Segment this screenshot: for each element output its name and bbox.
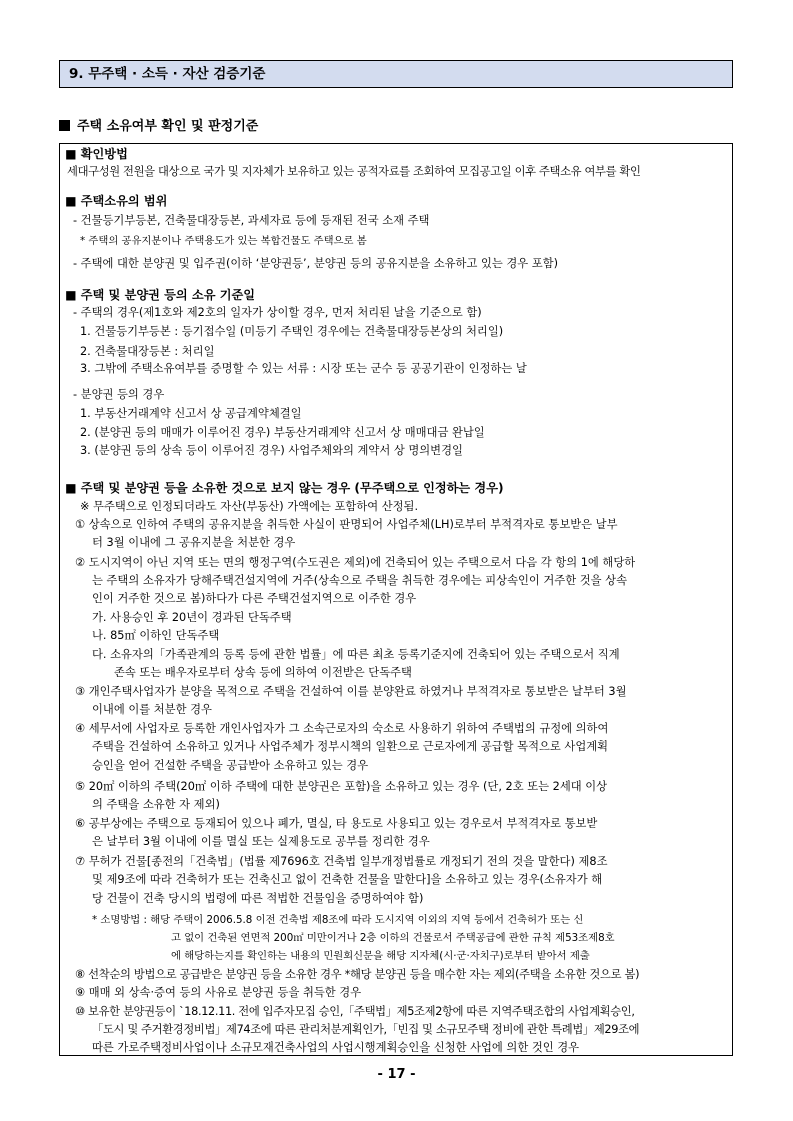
list-item: ② 도시지역이 아닌 지역 또는 면의 행정구역(수도권은 제외)에 건축되어 있는 주택으로서 다음 각 항의 1에 해당하 [75, 556, 636, 569]
heading-ownership-date: ■ 주택 및 분양권 등의 소유 기준일 [65, 288, 256, 302]
list-item-cont: 는 주택의 소유자가 당해주택건설지역에 거주(상속으로 주택을 취득한 경우에는 피상속인이 거주한 것을 상속 [92, 574, 627, 587]
list-item: ⑤ 20㎡ 이하의 주택(20㎡ 이하 주택에 대한 분양권은 포함)을 소유하고 있는 경우 (단, 2호 또는 2세대 이상 [75, 780, 608, 793]
list-item-cont: 이내에 이를 처분한 경우 [92, 703, 212, 716]
note-line: * 주택의 공유지분이나 주택용도가 있는 복합건물도 주택으로 봄 [80, 235, 367, 247]
text-line: - 주택의 경우(제1호와 제2호의 일자가 상이할 경우, 먼저 처리된 날을 기준으로 함) [73, 306, 482, 319]
text-line: - 분양권 등의 경우 [73, 388, 165, 401]
list-item: ⑨ 매매 외 상속·증여 등의 사유로 분양권 등을 취득한 경우 [75, 986, 362, 999]
sub-item: 다. 소유자의「가족관계의 등록 등에 관한 법률」에 따른 최초 등록기준지에 건축되어 있는 주택으로서 직계 [92, 648, 620, 661]
note-line-cont: 고 없이 건축된 연면적 200㎡ 미만이거나 2층 이하의 건물로서 주택공급에 관한 규칙 제53조제8호 [171, 932, 615, 944]
list-item: 1. 부동산거래계약 신고서 상 공급계약체결일 [80, 407, 302, 420]
list-item-cont: 인이 거주한 것으로 봄)하다가 다른 주택건설지역으로 이주한 경우 [92, 592, 417, 605]
list-item-cont: 승인을 얻어 건설한 주택을 공급받아 소유하고 있는 경우 [92, 759, 369, 772]
list-item: ⑦ 무허가 건물[종전의「건축법」(법률 제7696호 건축법 일부개정법률로 개정되기 전의 것을 말한다) 제8조 [75, 855, 608, 868]
list-item-cont: 터 3월 이내에 그 공유지분을 처분한 경우 [92, 536, 296, 549]
list-item-cont: 주택을 건설하여 소유하고 있거나 사업주체가 정부시책의 일환으로 근로자에게 공급할 목적으로 사업계획 [92, 740, 609, 753]
note-line: * 소명방법 : 해당 주택이 2006.5.8 이전 건축법 제8조에 따라 도시지역 이외의 지역 등에서 건축허가 또는 신 [92, 914, 584, 926]
list-item: ③ 개인주택사업자가 분양을 목적으로 주택을 건설하여 이를 분양완료 하였거나 부적격자로 통보받은 날부터 3월 [75, 685, 627, 698]
list-item-cont: 은 날부터 3월 이내에 이를 멸실 또는 실제용도로 공부를 정리한 경우 [92, 835, 430, 848]
list-item: 1. 건물등기부등본 : 등기접수일 (미등기 주택인 경우에는 건축물대장등본상의 처리일) [80, 325, 504, 338]
text-line: - 주택에 대한 분양권 및 입주권(이하 ‘분양권등’, 분양권 등의 공유지분을 소유하고 있는 경우 포함) [73, 257, 559, 270]
page-number: - 17 - [377, 1067, 416, 1082]
subheading [59, 115, 258, 134]
list-item-cont: 및 제9조에 따라 건축허가 또는 건축신고 없이 건축한 건물을 말한다]을 소유하고 있는 경우(소유자가 해 [92, 873, 603, 886]
list-item: 2. 건축물대장등본 : 처리일 [80, 345, 215, 358]
square-bullet-icon [59, 120, 70, 131]
list-item: ④ 세무서에 사업자로 등록한 개인사업자가 그 소속근로자의 숙소로 사용하기 위하여 주택법의 규정에 의하여 [75, 722, 609, 735]
list-item: 2. (분양권 등의 매매가 이루어진 경우) 부동산거래계약 신고서 상 매매대금 완납일 [80, 426, 485, 439]
text-line: - 건물등기부등본, 건축물대장등본, 과세자료 등에 등재된 전국 소재 주택 [73, 214, 430, 227]
sub-item-cont: 존속 또는 배우자로부터 상속 등에 의하여 이전받은 단독주택 [114, 666, 412, 679]
list-item: 3. 그밖에 주택소유여부를 증명할 수 있는 서류 : 시장 또는 군수 등 공공기관이 인정하는 날 [80, 362, 527, 375]
text-line: 세대구성원 전원을 대상으로 국가 및 지자체가 보유하고 있는 공적자료를 조회하여 모집공고일 이후 주택소유 여부를 확인 [67, 165, 641, 178]
sub-item: 나. 85㎡ 이하인 단독주택 [92, 629, 220, 642]
list-item: ① 상속으로 인하여 주택의 공유지분을 취득한 사실이 판명되어 사업주체(LH)로부터 부적격자로 통보받은 날부 [75, 518, 618, 531]
list-item-cont: 당 건물이 건축 당시의 법령에 따른 적법한 건물임을 증명하여야 함) [92, 892, 424, 905]
subheading-text: 주택 소유여부 확인 및 판정기준 [77, 119, 259, 134]
list-item: ⑥ 공부상에는 주택으로 등재되어 있으나 폐가, 멸실, 타 용도로 사용되고 있는 경우로서 부적격자로 통보받 [75, 817, 598, 830]
section-header: 9. 무주택 · 소득 · 자산 검증기준 [59, 60, 733, 88]
list-item-cont: 따른 가로주택정비사업이나 소규모재건축사업의 사업시행계획승인을 신청한 사업에 의한 것인 경우 [92, 1041, 580, 1054]
heading-check-method: ■ 확인방법 [65, 147, 128, 161]
note-line: ※ 무주택으로 인정되더라도 자산(부동산) 가액에는 포함하여 산정됨. [80, 500, 419, 513]
sub-item: 가. 사용승인 후 20년이 경과된 단독주택 [92, 611, 292, 624]
list-item: ⑩ 보유한 분양권등이 `18.12.11. 전에 입주자모집 승인,「주택법」제5조제2항에 따른 지역주택조합의 사업계획승인, [75, 1005, 635, 1018]
list-item: ⑧ 선착순의 방법으로 공급받은 분양권 등을 소유한 경우 *해당 분양권 등을 매수한 자는 제외(주택을 소유한 것으로 봄) [75, 968, 640, 981]
list-item: 3. (분양권 등의 상속 등이 이루어진 경우) 사업주체와의 계약서 상 명의변경일 [80, 444, 463, 457]
list-item-cont: 의 주택을 소유한 자 제외) [92, 798, 220, 811]
heading-non-ownership: ■ 주택 및 분양권 등을 소유한 것으로 보지 않는 경우 (무주택으로 인정하는 경우) [65, 481, 504, 495]
heading-housing-scope: ■ 주택소유의 범위 [65, 194, 168, 208]
list-item-cont: 「도시 및 주거환경정비법」제74조에 따른 관리처분계획인가,「빈집 및 소규모주택 정비에 관한 특례법」제29조에 [92, 1023, 640, 1036]
note-line-cont: 에 해당하는지를 확인하는 내용의 민원회신문을 해당 지자체(시·군·자치구)로부터 받아서 제출 [171, 950, 590, 962]
